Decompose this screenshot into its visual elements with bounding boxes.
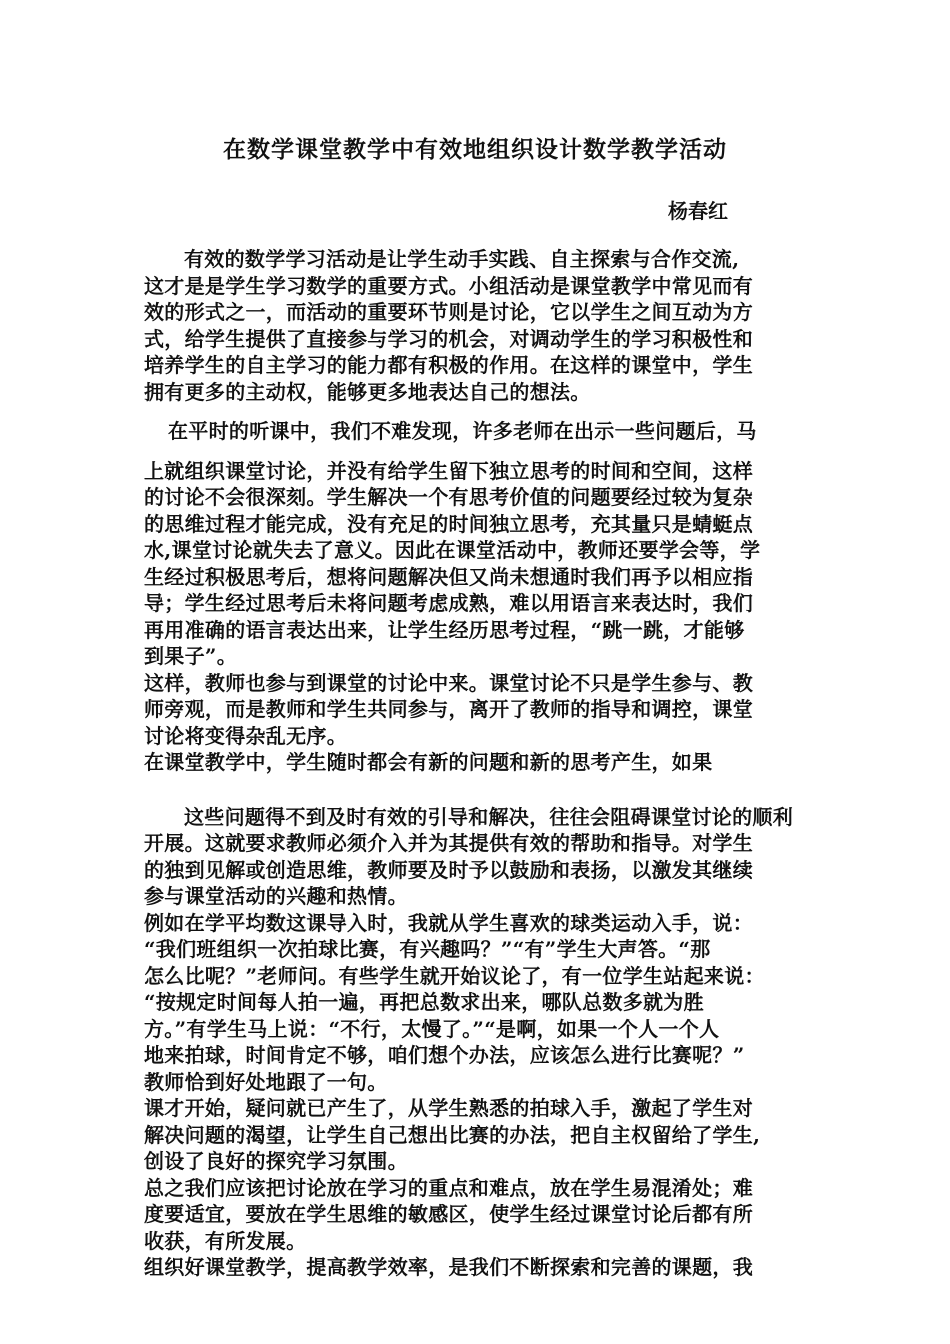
text-line: 上就组织课堂讨论，并没有给学生留下独立思考的时间和空间，这样 [144,458,753,483]
text-line: 到果子”。 [144,644,238,668]
text-line: 的思维过程才能完成，没有充足的时间独立思考，充其量只是蜻蜓点 [144,511,753,536]
text-line: 的讨论不会很深刻。学生解决一个有思考价值的问题要经过较为复杂 [144,485,753,509]
text-line: 开展。这就要求教师必须介入并为其提供有效的帮助和指导。对学生 [144,831,753,855]
text-line: “按规定时间每人拍一遍，再把总数求出来，哪队总数多就为胜 [144,990,704,1014]
text-line: 教师恰到好处地跟了一句。 [144,1069,388,1094]
text-line: 师旁观，而是教师和学生共同参与，离开了教师的指导和调控，课堂 [144,697,753,721]
text-line: 在平时的听课中，我们不难发现，许多老师在出示一些问题后，马 [168,419,757,443]
text-line: 在课堂教学中，学生随时都会有新的问题和新的思考产生，如果 [144,750,713,774]
text-line: 地来拍球，时间肯定不够，咱们想个办法，应该怎么进行比赛呢？” [144,1043,745,1067]
text-line: 导；学生经过思考后未将问题考虑成熟，难以用语言来表达时，我们 [144,591,753,615]
text-line: 生经过积极思考后，想将问题解决但又尚未想通时我们再予以相应指 [144,564,753,589]
text-line: 这样，教师也参与到课堂的讨论中来。课堂讨论不只是学生参与、教 [144,670,753,695]
text-line: 效的形式之一，而活动的重要环节则是讨论，它以学生之间互动为方 [144,300,753,324]
text-line: 度要适宜，要放在学生思维的敏感区，使学生经过课堂讨论后都有所 [144,1202,753,1226]
text-line: 讨论将变得杂乱无序。 [144,723,347,748]
document-author: 杨春红 [668,199,728,223]
text-line: 解决问题的渴望，让学生自己想出比赛的办法，把自主权留给了学生, [144,1122,761,1147]
text-line: 怎么比呢？”老师问。有些学生就开始议论了，有一位学生站起来说： [144,963,765,988]
text-line: 拥有更多的主动权，能够更多地表达自己的想法。 [144,379,591,404]
text-line: 有效的数学学习活动是让学生动手实践、自主探索与合作交流, [184,247,740,271]
text-line: “我们班组织一次拍球比赛，有兴趣吗？”“有”学生大声答。“那 [144,937,711,961]
text-line: 总之我们应该把讨论放在学习的重点和难点，放在学生易混淆处；难 [144,1175,753,1200]
text-line: 参与课堂活动的兴趣和热情。 [144,884,408,908]
text-line: 培养学生的自主学习的能力都有积极的作用。在这样的课堂中，学生 [144,353,753,377]
text-line: 例如在学平均数这课导入时，我就从学生喜欢的球类运动入手，说： [144,910,753,935]
document-title: 在数学课堂教学中有效地组织设计数学教学活动 [223,136,727,163]
text-line: 方。”有学生马上说：“不行，太慢了。”“是啊，如果一个人一个人 [144,1016,720,1041]
text-line: 的独到见解或创造思维，教师要及时予以鼓励和表扬，以激发其继续 [144,857,753,882]
text-line: 再用准确的语言表达出来，让学生经历思考过程，“跳一跳，才能够 [144,617,745,642]
text-line: 课才开始，疑问就已产生了，从学生熟悉的拍球入手，激起了学生对 [144,1096,753,1120]
document-body [144,246,824,1281]
text-line: 创设了良好的探究学习氛围。 [144,1149,408,1173]
text-line: 这些问题得不到及时有效的引导和解决，往往会阻碍课堂讨论的顺利 [184,804,793,829]
text-line: 水,课堂讨论就失去了意义。因此在课堂活动中，教师还要学会等，学 [144,538,761,562]
text-line: 式，给学生提供了直接参与学习的机会，对调动学生的学习积极性和 [144,326,753,351]
text-line: 收获，有所发展。 [144,1228,307,1253]
text-line: 组织好课堂教学，提高教学效率，是我们不断探索和完善的课题，我 [144,1255,753,1279]
text-line: 这才是是学生学习数学的重要方式。小组活动是课堂教学中常见而有 [144,273,753,298]
